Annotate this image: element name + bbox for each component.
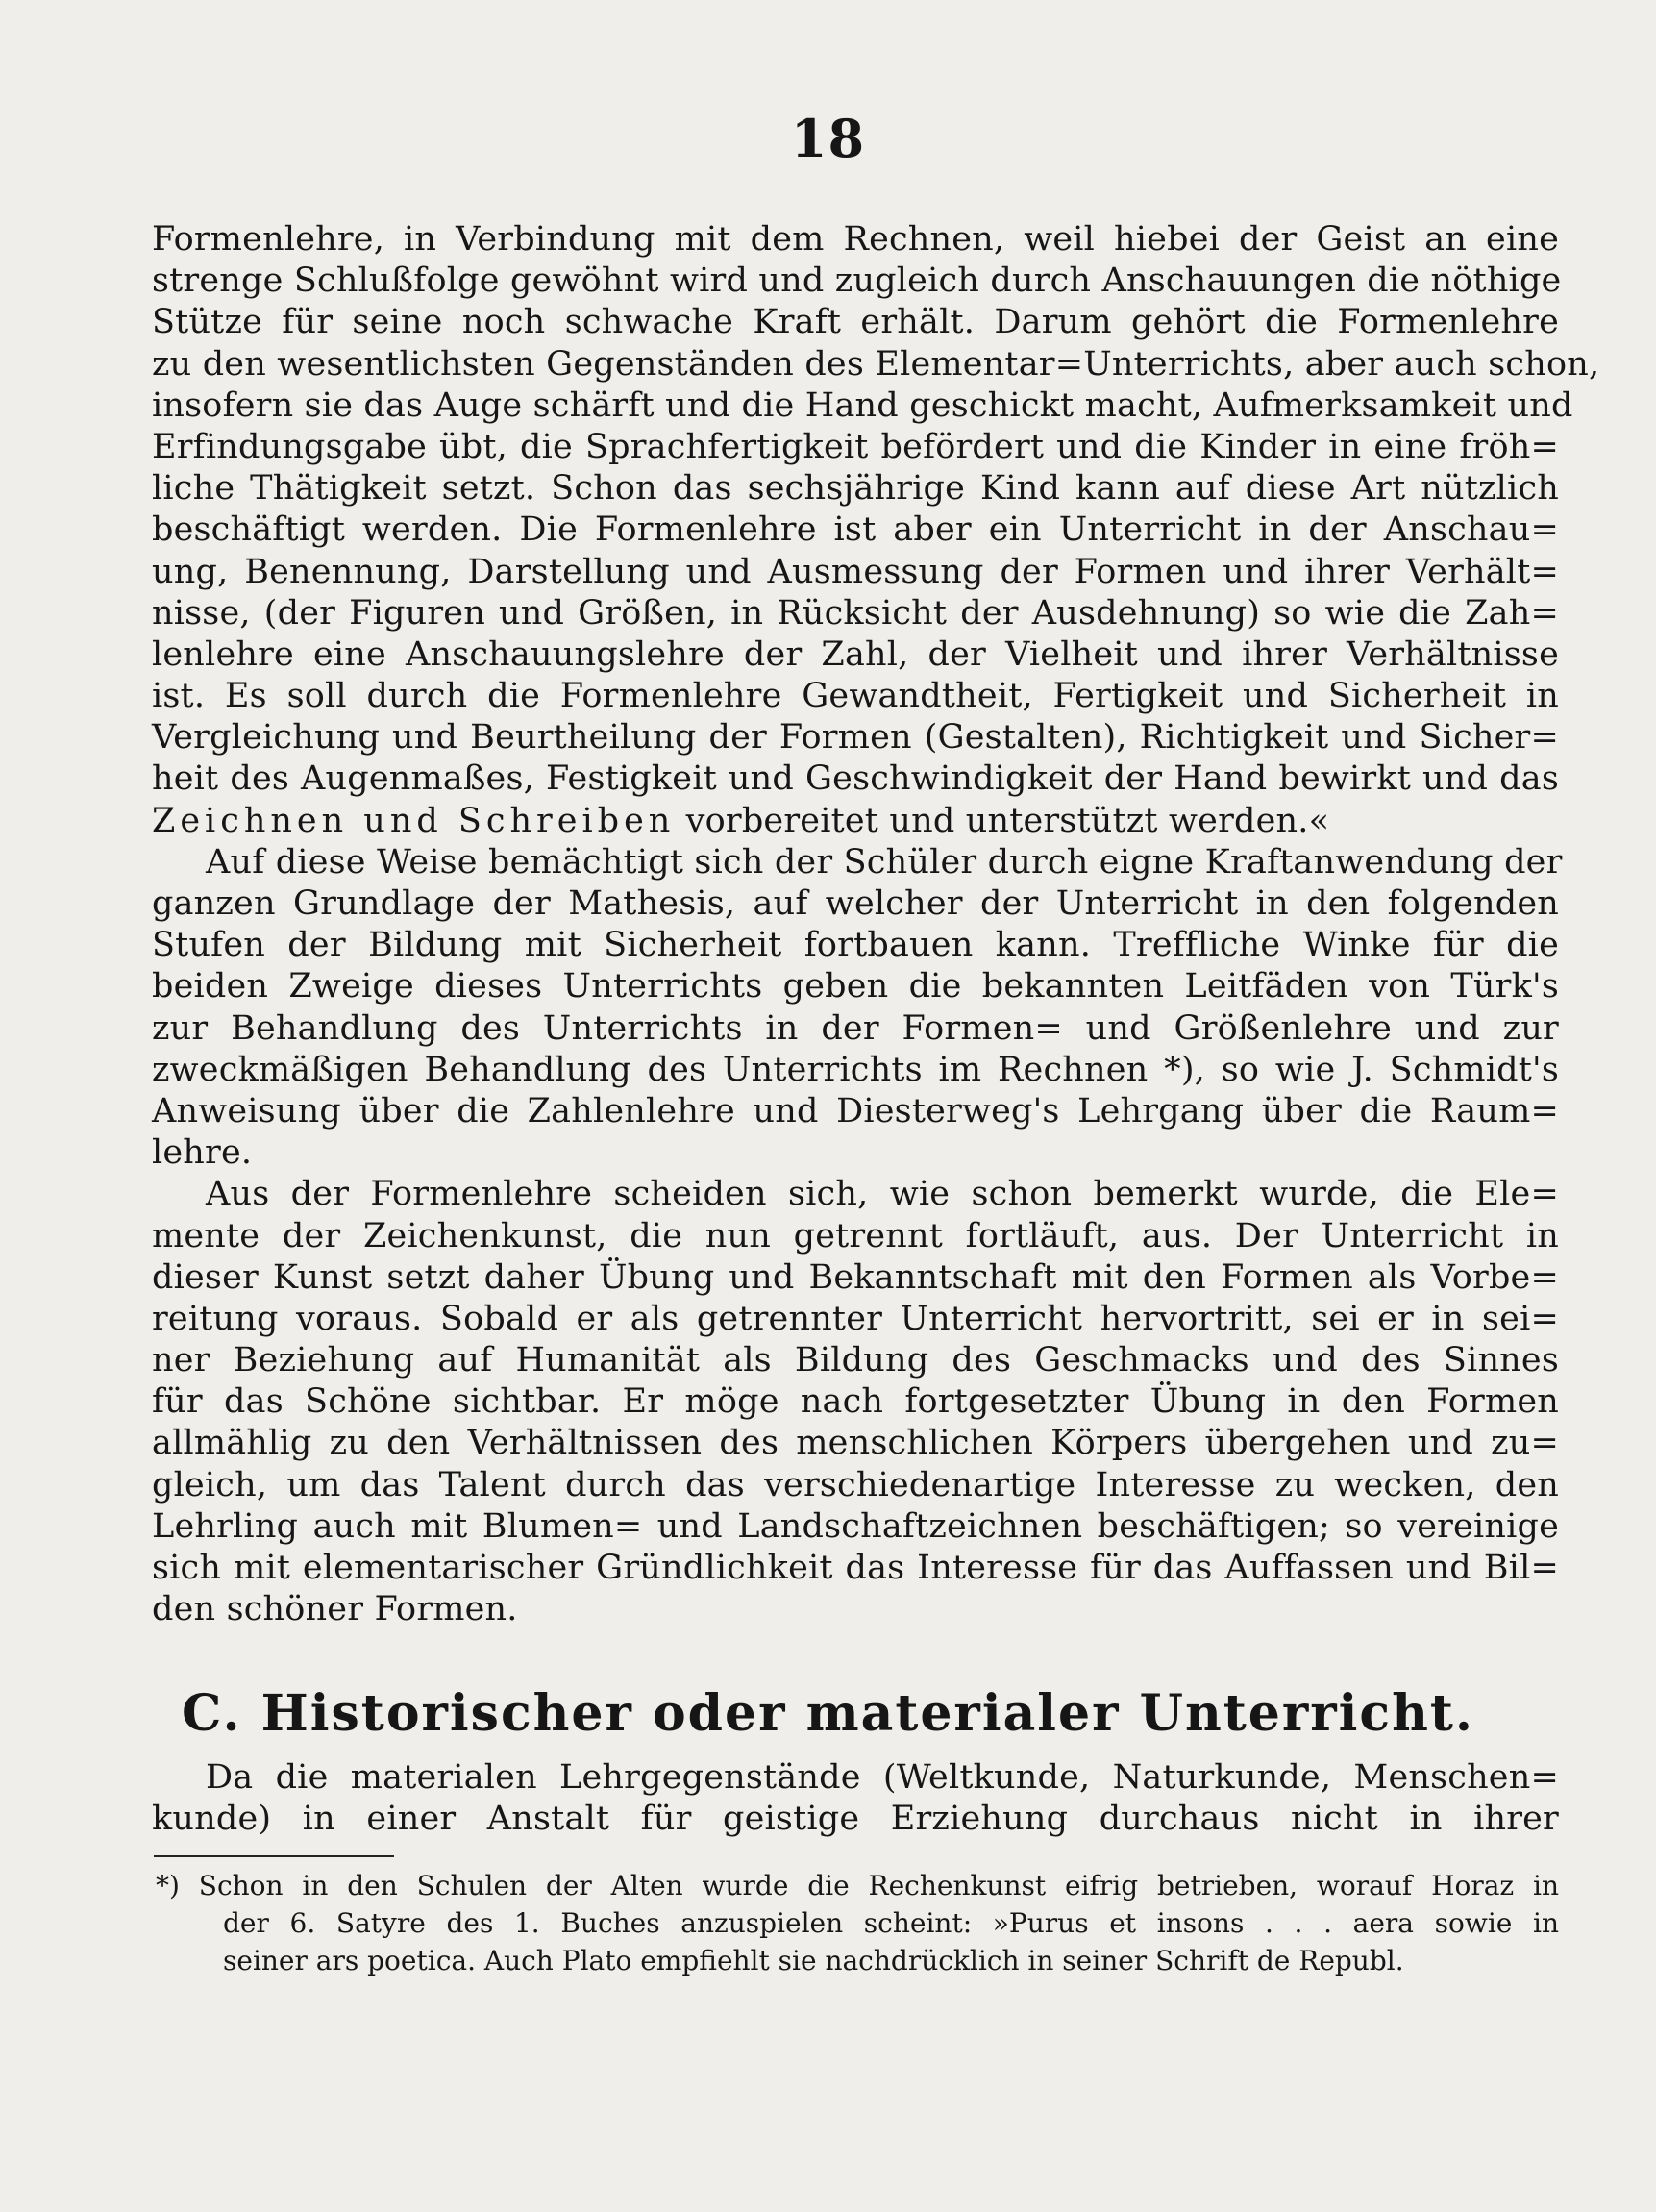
text-line: zu den wesentlichsten Gegenständen des Elementar=Unterrichts, aber auch schon,	[152, 344, 1600, 384]
text-line: Da die materialen Lehrgegenstände (Weltkunde, Naturkunde, Menschen=	[206, 1758, 1559, 1797]
text-line: zur Behandlung des Unterrichts in der Formen= und Größenlehre und zur	[152, 1008, 1559, 1048]
text-line: reitung voraus. Sobald er als getrennter Unterricht hervortritt, sei er in sei=	[152, 1299, 1559, 1338]
text-line: Lehrling auch mit Blumen= und Landschaftzeichnen beschäftigen; so vereinige	[152, 1506, 1559, 1546]
text-line: dieser Kunst setzt daher Übung und Bekanntschaft mit den Formen als Vorbe=	[152, 1257, 1559, 1297]
text-line: allmählig zu den Verhältnissen des menschlichen Körpers übergehen und zu=	[152, 1424, 1559, 1463]
text-line: gleich, um das Talent durch das verschiedenartige Interesse zu wecken, den	[152, 1465, 1559, 1504]
footnote-line: *) Schon in den Schulen der Alten wurde die Rechenkunst eifrig betrieben, worauf Horaz in	[156, 1870, 1559, 1901]
text-line: Aus der Formenlehre scheiden sich, wie schon bemerkt wurde, die Ele=	[206, 1175, 1559, 1214]
text-line: mente der Zeichenkunst, die nun getrennt fortläuft, aus. Der Unterricht in	[152, 1216, 1559, 1255]
footnote-divider	[154, 1855, 394, 1857]
text-line: für das Schöne sichtbar. Er möge nach fortgesetzter Übung in den Formen	[152, 1382, 1559, 1422]
text-line: ner Beziehung auf Humanität als Bildung des Geschmacks und des Sinnes	[152, 1341, 1559, 1380]
text-line: heit des Augenmaßes, Festigkeit und Geschwindigkeit der Hand bewirkt und das	[152, 759, 1559, 799]
section-heading: C. Historischer oder materialer Unterricht.	[181, 1684, 1475, 1743]
paragraph-3	[152, 1174, 1559, 1630]
text-line: Stufen der Bildung mit Sicherheit fortbauen kann. Treffliche Winke für die	[152, 926, 1559, 965]
text-line: lenlehre eine Anschauungslehre der Zahl, der Vielheit und ihrer Verhältnisse	[152, 634, 1559, 674]
text-line: nisse, (der Figuren und Größen, in Rücksicht der Ausdehnung) so wie die Zah=	[152, 593, 1559, 633]
text-line: sich mit elementarischer Gründlichkeit das Interesse für das Auffassen und Bil=	[152, 1549, 1559, 1587]
text-line: beiden Zweige dieses Unterrichts geben die bekannten Leitfäden von Türk's	[152, 967, 1559, 1007]
text-fragment: vorbereitet und unterstützt werden.«	[675, 801, 1330, 840]
text-line	[152, 801, 1559, 842]
page-number: 18	[790, 108, 866, 169]
text-line: insofern sie das Auge schärft und die Hand geschickt macht, Aufmerksamkeit und	[152, 385, 1573, 425]
text-line: ung, Benennung, Darstellung und Ausmessung der Formen und ihrer Verhält=	[152, 552, 1559, 591]
footnote-line: seiner ars poetica. Auch Plato empfiehlt sie nachdrücklich in seiner Schrift de Republ.	[223, 1945, 1404, 1976]
text-line: Anweisung über die Zahlenlehre und Diesterweg's Lehrgang über die Raum=	[152, 1091, 1559, 1131]
text-line: Formenlehre, in Verbindung mit dem Rechnen, weil hiebei der Geist an eine	[152, 220, 1559, 259]
text-line: Erfindungsgabe übt, die Sprachfertigkeit befördert und die Kinder in eine fröh=	[152, 427, 1559, 466]
paragraph-2	[152, 842, 1563, 1175]
section-text	[152, 1757, 1559, 1840]
text-line: Vergleichung und Beurtheilung der Formen (Gestalten), Richtigkeit und Sicher=	[152, 718, 1559, 758]
text-line: Stütze für seine noch schwache Kraft erhält. Darum gehört die Formenlehre	[152, 303, 1559, 342]
body-text	[152, 219, 1600, 1630]
text-line: ist. Es soll durch die Formenlehre Gewandtheit, Fertigkeit und Sicherheit in	[152, 677, 1559, 716]
text-line: kunde) in einer Anstalt für geistige Erziehung durchaus nicht in ihrer	[152, 1800, 1559, 1839]
footnote	[156, 1867, 1559, 1979]
text-line: ganzen Grundlage der Mathesis, auf welcher der Unterricht in den folgenden	[152, 884, 1559, 923]
paragraph-1	[152, 219, 1600, 842]
footnote-line: der 6. Satyre des 1. Buches anzuspielen scheint: »Purus et insons . . . aera sowie in	[223, 1907, 1559, 1939]
text-line: Auf diese Weise bemächtigt sich der Schüler durch eigne Kraftanwendung der	[206, 842, 1563, 882]
text-line: beschäftigt werden. Die Formenlehre ist aber ein Unterricht in der Anschau=	[152, 510, 1559, 550]
text-line: liche Thätigkeit setzt. Schon das sechsjährige Kind kann auf diese Art nützlich	[152, 469, 1559, 509]
text-line: den schöner Formen.	[152, 1590, 518, 1629]
spaced-emphasis: Zeichnen und Schreiben	[152, 801, 676, 840]
text-line: strenge Schlußfolge gewöhnt wird und zugleich durch Anschauungen die nöthige	[152, 261, 1562, 301]
text-line: zweckmäßigen Behandlung des Unterrichts im Rechnen *), so wie J. Schmidt's	[152, 1050, 1559, 1089]
text-line: lehre.	[152, 1133, 253, 1173]
